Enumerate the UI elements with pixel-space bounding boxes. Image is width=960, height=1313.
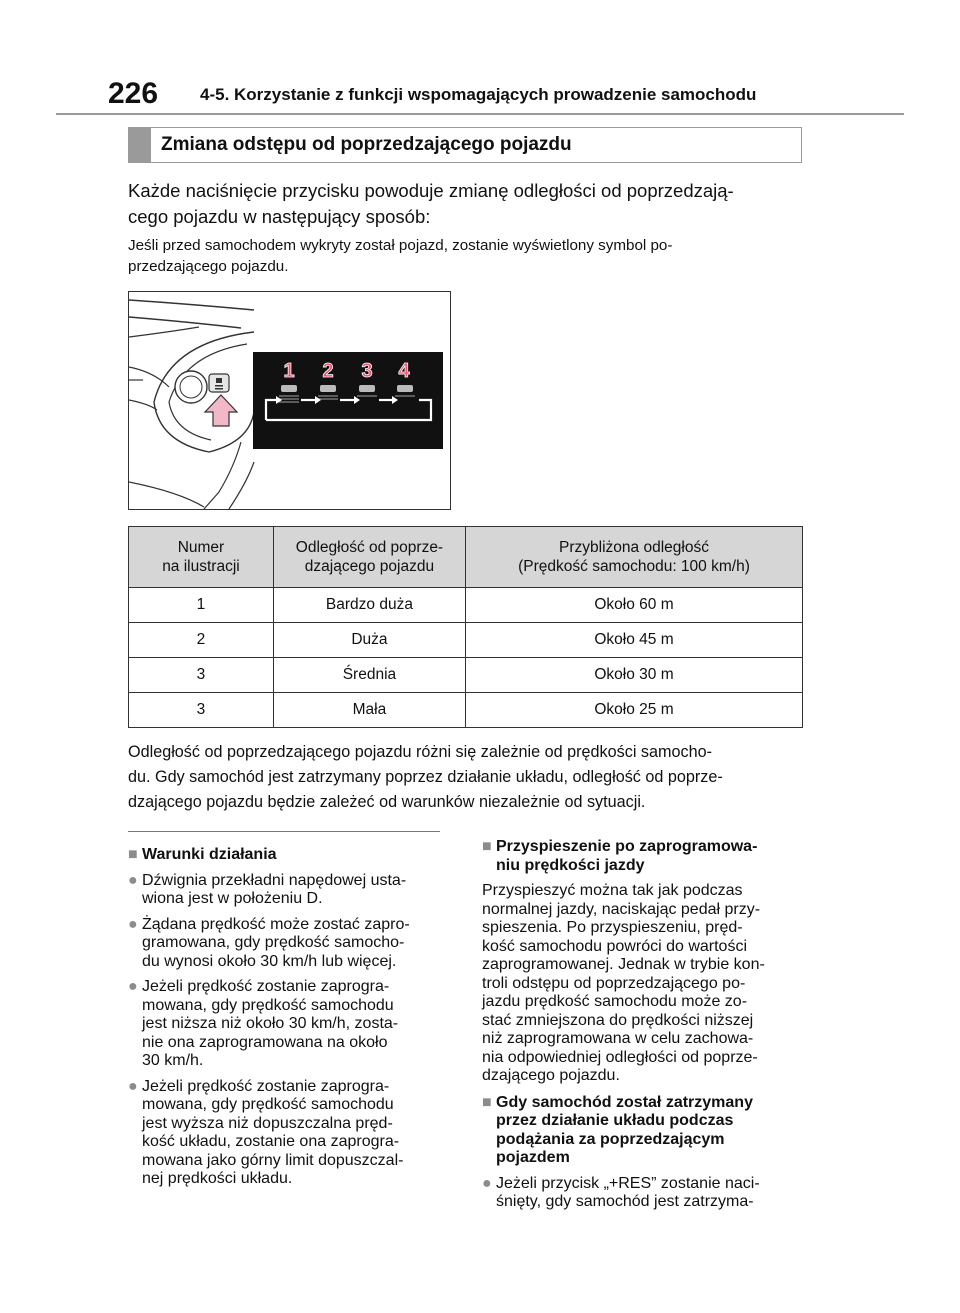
after-table-text: Odległość od poprzedzającego pojazdu różni się zależnie od prędkości samocho- du. Gdy samochód jest zatrzymany poprzez działanie układu, odległość od poprze- dzającego pojazdu będzie zależeć od warunków niezależnie od sytuacji.	[128, 743, 723, 811]
intro-text: Każde naciśnięcie przycisku powoduje zmianę odległości od poprzedzają- cego pojazdu w następujący sposób:	[128, 180, 734, 227]
note-text: Jeśli przed samochodem wykryty został pojazd, zostanie wyświetlony symbol po- przedzającego pojazdu.	[128, 237, 673, 275]
square-bullet-icon: ■	[482, 1093, 492, 1111]
header-number: Numer na ilustracji	[129, 527, 274, 588]
level-4-label: 4	[398, 360, 410, 382]
car-icon	[281, 385, 297, 392]
table-row	[129, 693, 803, 728]
square-bullet-icon: ■	[482, 838, 492, 855]
cell-approx: Około 30 m	[465, 658, 802, 693]
wheel-line	[129, 327, 199, 337]
cell-distance: Duża	[273, 623, 465, 658]
wheel-line	[129, 482, 204, 507]
cell-approx: Około 60 m	[465, 588, 802, 623]
list-item-text: Jeżeli prędkość zostanie zaprogra- mowana, gdy prędkość samochodu jest niższa niż około 30 km/h, zosta- nie ona zaprogramowana na około 30 km/h.	[142, 978, 399, 1069]
section-heading	[128, 127, 802, 163]
level-1-label: 1	[283, 360, 295, 382]
car-icon	[359, 385, 375, 392]
cell-number: 3	[129, 693, 274, 728]
list-item	[128, 916, 448, 972]
list-item	[128, 978, 448, 1071]
cell-number: 1	[129, 588, 274, 623]
header-approx-distance: Przybliżona odległość (Prędkość samochodu: 100 km/h)	[465, 527, 802, 588]
wheel-line	[129, 367, 169, 387]
wheel-line	[129, 400, 157, 410]
cell-number: 2	[129, 623, 274, 658]
list-item-text: Jeżeli prędkość zostanie zaprogra- mowana, gdy prędkość samochodu jest wyższa niż dopuszczalna pręd- kość układu, zostanie ona zaprogra- mowana jako górny limit dopuszczal- nej prędkości układu.	[142, 1077, 404, 1187]
distance-button-glyph	[215, 385, 223, 387]
table-header-row	[129, 527, 803, 588]
header-distance: Odległość od poprze- dzającego pojazdu	[273, 527, 465, 588]
page-number: 226	[108, 77, 159, 110]
car-icon	[320, 385, 336, 392]
heading-text: Gdy samochód został zatrzymany przez działanie układu podczas podążania za poprzedzającym pojazdem	[496, 1093, 753, 1166]
distance-button-illustration	[128, 291, 451, 510]
right-column	[482, 838, 802, 1219]
section-heading-bar	[129, 128, 151, 162]
stopped-vehicle-heading	[482, 1094, 802, 1168]
distance-table	[128, 526, 803, 728]
list-item-text: Dźwignia przekładni napędowej usta- wiona jest w położeniu D.	[142, 871, 407, 907]
list-item	[128, 872, 448, 909]
list-item	[128, 1078, 448, 1189]
distance-button-glyph	[216, 378, 222, 383]
distance-button-glyph	[215, 388, 223, 390]
left-column	[128, 846, 448, 1196]
cell-distance: Mała	[273, 693, 465, 728]
cell-approx: Około 45 m	[465, 623, 802, 658]
section-title: Zmiana odstępu od poprzedzającego pojazdu	[161, 134, 572, 155]
list-item-text: Żądana prędkość może zostać zapro- gramowana, gdy prędkość samocho- du wynosi około 30 km/h lub więcej.	[142, 915, 410, 970]
header-rule	[56, 113, 904, 115]
wheel-line	[229, 462, 254, 509]
cell-number: 3	[129, 658, 274, 693]
operating-conditions-heading	[128, 846, 448, 865]
table-row	[129, 623, 803, 658]
circle-bullet-icon: ●	[128, 915, 138, 933]
table-row	[129, 588, 803, 623]
circle-bullet-icon: ●	[482, 1174, 492, 1192]
cell-approx: Około 25 m	[465, 693, 802, 728]
list-item	[482, 1175, 802, 1212]
acceleration-paragraph: Przyspieszyć można tak jak podczas normalnej jazdy, naciskając pedał przy- spieszenia. Po przyspieszeniu, pręd- kość samochodu powróci do wartości zaprogramowanej. Jednak w trybie kon- troli odstępu od poprzedzającego po- jazdu prędkość samochodu może zo- stać zmniejszona do prędkości niższej niż zaprogramowana w celu zachowa- nia odpowiedniej odległości od poprze- dzającego pojazdu.	[482, 882, 765, 1084]
cell-distance: Bardzo duża	[273, 588, 465, 623]
circle-bullet-icon: ●	[128, 978, 138, 995]
acceleration-heading	[482, 838, 802, 875]
list-item-text: Jeżeli przycisk „+RES” zostanie naci- śnięty, gdy samochód jest zatrzyma-	[496, 1174, 760, 1210]
circle-bullet-icon: ●	[128, 871, 138, 889]
car-icon	[397, 385, 413, 392]
heading-text: Warunki działania	[142, 846, 277, 863]
illustration-svg	[129, 292, 450, 509]
wheel-line	[129, 300, 254, 310]
circle-bullet-icon: ●	[128, 1077, 138, 1095]
column-rule	[128, 831, 440, 832]
level-2-label: 2	[322, 360, 334, 382]
heading-text: Przyspieszenie po zaprogramowa- niu prędkości jazdy	[496, 838, 758, 874]
wheel-line	[129, 317, 241, 328]
cell-distance: Średnia	[273, 658, 465, 693]
chapter-title: 4-5. Korzystanie z funkcji wspomagających prowadzenie samochodu	[200, 85, 757, 104]
dial-knob-inner	[180, 376, 202, 398]
square-bullet-icon: ■	[128, 846, 138, 863]
table-row	[129, 658, 803, 693]
level-3-label: 3	[361, 360, 373, 382]
press-arrow-icon	[205, 395, 237, 426]
